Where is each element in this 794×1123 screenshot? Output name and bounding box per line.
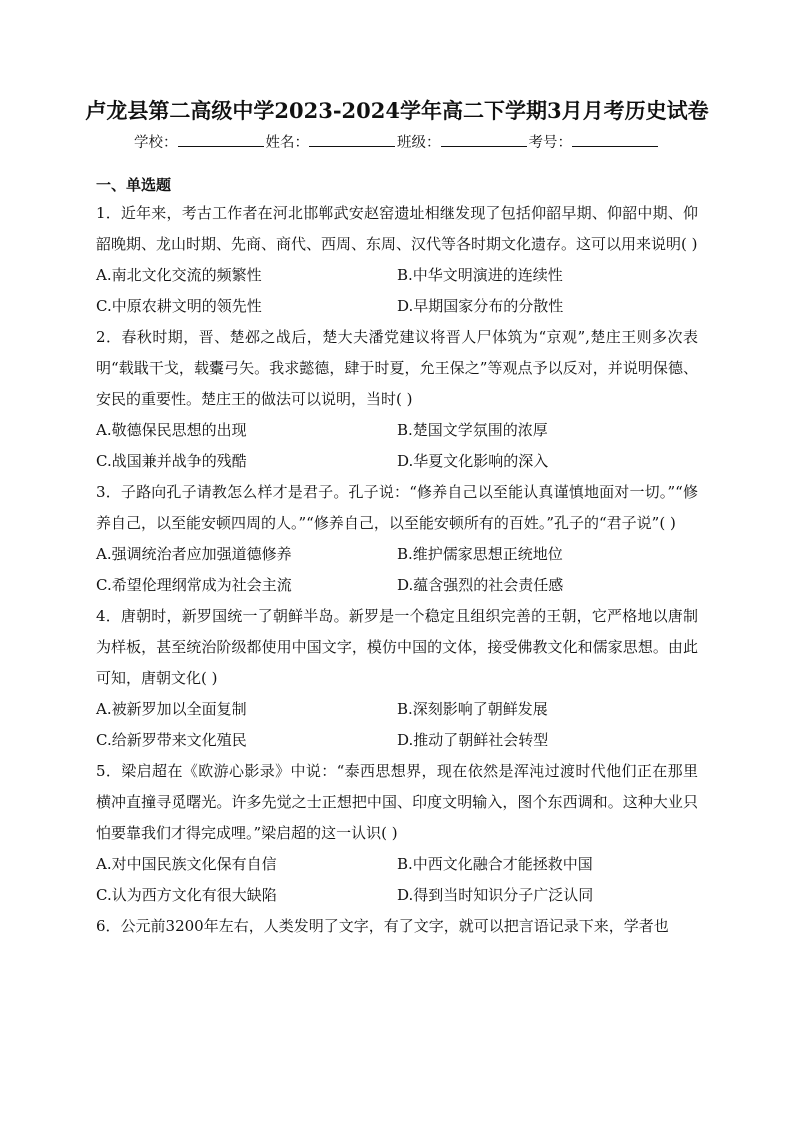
student-info-line	[96, 130, 698, 156]
option-list	[96, 849, 698, 911]
option-d[interactable]: D.得到当时知识分子广泛认同	[397, 886, 594, 904]
question-4	[96, 601, 698, 756]
question-text: 4．唐朝时，新罗国统一了朝鲜半岛。新罗是一个稳定且组织完善的王朝，它严格地以唐制为样板，甚至统治阶级都使用中国文字，模仿中国的文体，接受佛教文化和儒家思想。由此可知，唐朝文化( )	[96, 607, 698, 687]
question-text: 1．近年来，考古工作者在河北邯郸武安赵窑遗址相继发现了包括仰韶早期、仰韶中期、仰韶晚期、龙山时期、先商、商代、西周、东周、汉代等各时期文化遗存。这可以用来说明( )	[96, 204, 698, 253]
option-c[interactable]: C.中原农耕文明的领先性	[96, 297, 262, 315]
school-label: 学校：	[134, 135, 178, 151]
option-d[interactable]: D.早期国家分布的分散性	[397, 297, 564, 315]
option-list	[96, 539, 698, 601]
question-6	[96, 911, 698, 942]
option-b[interactable]: B.深刻影响了朝鲜发展	[397, 700, 548, 718]
option-c[interactable]: C.给新罗带来文化殖民	[96, 731, 247, 749]
class-label: 班级：	[397, 135, 441, 151]
exam-title: 卢龙县第二高级中学2023-2024学年高二下学期3月月考历史试卷	[85, 98, 709, 123]
exam-page	[85, 96, 709, 942]
number-label: 考号：	[528, 135, 572, 151]
name-blank[interactable]	[309, 132, 395, 147]
question-5	[96, 756, 698, 911]
option-d[interactable]: D.推动了朝鲜社会转型	[397, 731, 549, 749]
option-list	[96, 415, 698, 477]
option-a[interactable]: A.南北文化交流的频繁性	[96, 266, 262, 284]
question-text: 3．子路向孔子请教怎么样才是君子。孔子说：“修养自己以至能认真谨慎地面对一切。”“修养自己，以至能安顿四周的人。”“修养自己，以至能安顿所有的百姓。”孔子的“君子说”( )	[96, 483, 698, 532]
option-a[interactable]: A.对中国民族文化保有自信	[96, 855, 277, 873]
option-d[interactable]: D.蕴含强烈的社会责任感	[397, 576, 564, 594]
option-a[interactable]: A.强调统治者应加强道德修养	[96, 545, 292, 563]
number-blank[interactable]	[572, 132, 658, 147]
option-b[interactable]: B.中西文化融合才能拯救中国	[397, 855, 593, 873]
class-blank[interactable]	[441, 132, 527, 147]
option-b[interactable]: B.维护儒家思想正统地位	[397, 545, 563, 563]
question-2	[96, 322, 698, 477]
option-list	[96, 694, 698, 756]
question-1	[96, 198, 698, 322]
option-c[interactable]: C.希望伦理纲常成为社会主流	[96, 576, 292, 594]
option-b[interactable]: B.中华文明演进的连续性	[397, 266, 563, 284]
option-c[interactable]: C.战国兼并战争的残酷	[96, 452, 247, 470]
option-a[interactable]: A.敬德保民思想的出现	[96, 421, 247, 439]
option-c[interactable]: C.认为西方文化有很大缺陷	[96, 886, 277, 904]
option-b[interactable]: B.楚国文学氛围的浓厚	[397, 421, 548, 439]
section-title: 一、单选题	[96, 176, 172, 194]
school-blank[interactable]	[178, 132, 264, 147]
question-3	[96, 477, 698, 601]
question-text: 2．春秋时期，晋、楚邲之战后，楚大夫潘党建议将晋人尸体筑为“京观”,楚庄王则多次表明“载戢干戈，载櫜弓矢。我求懿德，肆于时夏，允王保之”等观点予以反对，并说明保德、安民的重要性。楚庄王的做法可以说明，当时( )	[96, 328, 698, 408]
option-d[interactable]: D.华夏文化影响的深入	[397, 452, 549, 470]
option-list	[96, 260, 698, 322]
question-text: 6．公元前3200年左右，人类发明了文字，有了文字，就可以把言语记录下来，学者也	[96, 917, 669, 935]
question-text: 5．梁启超在《欧游心影录》中说：“泰西思想界，现在依然是浑沌过渡时代他们正在那里横冲直撞寻觅曙光。许多先觉之士正想把中国、印度文明输入，图个东西调和。这种大业只怕要靠我们才得完成哩。”梁启超的这一认识( )	[96, 762, 698, 842]
name-label: 姓名：	[265, 135, 309, 151]
option-a[interactable]: A.被新罗加以全面复制	[96, 700, 247, 718]
